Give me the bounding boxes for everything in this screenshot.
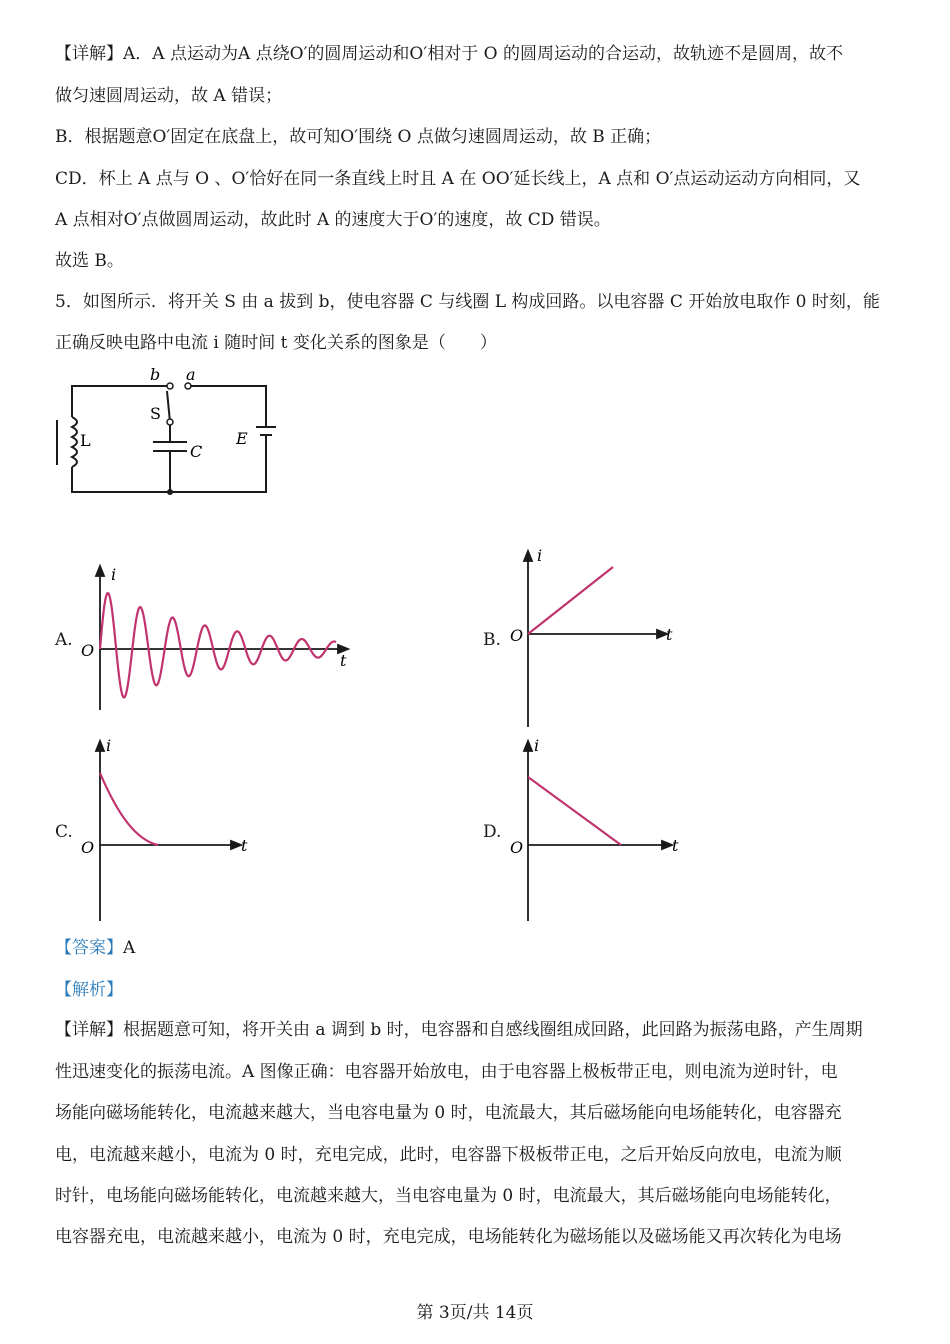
- option-a-current-curve: [100, 593, 336, 697]
- option-c-label: C.: [55, 822, 73, 842]
- prev-detail-line-3: B．根据题意O′固定在底盘上，故可知O′围绕 O 点做匀速圆周运动，故 B 正确；: [55, 127, 662, 147]
- graph-a: [78, 560, 358, 715]
- detail-line-2: 性迅速变化的振荡电流。A 图像正确：电容器开始放电，由于电容器上极板带正电，则电流为逆时针，电: [55, 1062, 838, 1082]
- label-a: a: [186, 365, 196, 384]
- option-c-origin: O: [81, 838, 95, 857]
- label-s: S: [150, 404, 161, 423]
- question-line-2: 正确反映电路中电流 i 随时间 t 变化关系的图象是（ ）: [55, 333, 497, 353]
- answer-line: [55, 936, 135, 960]
- page-footer: 第 3页/共 14页: [416, 1303, 534, 1323]
- option-d-x-label: t: [672, 836, 679, 855]
- option-d-origin: O: [510, 838, 524, 857]
- detail-line-6: 电容器充电，电流越来越小，电流为 0 时，充电完成，电场能转化为磁场能以及磁场能又再次转化为电场: [55, 1227, 842, 1247]
- label-c: C: [190, 442, 203, 461]
- option-b-y-label: i: [537, 546, 543, 565]
- circuit-diagram: [50, 362, 290, 502]
- detail-line-4: 电，电流越来越小，电流为 0 时，充电完成，此时，电容器下极板带正电，之后开始反向放电，电流为顺: [55, 1145, 842, 1165]
- option-b-origin: O: [510, 626, 524, 645]
- prev-detail-line-1: 【详解】A．A 点运动为A 点绕O′的圆周运动和O′相对于 O 的圆周运动的合运动，故轨迹不是圆周，故不: [55, 44, 843, 64]
- switch-pivot: [167, 419, 173, 425]
- switch-blade: [167, 391, 170, 422]
- graph-d: [506, 735, 686, 923]
- option-a-x-label: t: [340, 651, 347, 670]
- option-a-y-label: i: [111, 565, 117, 584]
- prev-detail-line-2: 做匀速圆周运动，故 A 错误；: [55, 86, 283, 106]
- analysis-tag: 【解析】: [55, 980, 123, 1000]
- option-a-label: A.: [55, 630, 73, 650]
- detail-line-3: 场能向磁场能转化，电流越来越大，当电容电量为 0 时，电流最大，其后磁场能向电场能转化，电容器充: [55, 1103, 842, 1123]
- junction-dot: [167, 489, 173, 495]
- answer-tag: 【答案】: [55, 938, 123, 958]
- option-a-origin: O: [81, 641, 95, 660]
- option-c-x-label: t: [241, 836, 248, 855]
- graph-c: [78, 735, 253, 923]
- option-c-current-curve: [100, 773, 158, 845]
- prev-detail-line-6: 故选 B。: [55, 251, 124, 271]
- inductor-coil: [72, 417, 77, 467]
- detail-line-1: 【详解】根据题意可知，将开关由 a 调到 b 时，电容器和自感线圈组成回路，此回路为振荡电路，产生周期: [55, 1020, 863, 1040]
- option-d-y-label: i: [534, 736, 540, 755]
- answer-value: A: [123, 938, 136, 958]
- option-b-label: B.: [483, 630, 501, 650]
- detail-line-5: 时针，电场能向磁场能转化，电流越来越大，当电容电量为 0 时，电流最大，其后磁场能向电场能转化，: [55, 1186, 842, 1206]
- label-b: b: [150, 365, 161, 384]
- option-c-y-label: i: [106, 736, 112, 755]
- terminal-b: [167, 383, 173, 389]
- option-b-current-line: [528, 567, 613, 634]
- prev-detail-line-5: A 点相对O′点做圆周运动，故此时 A 的速度大于O′的速度，故 CD 错误。: [55, 210, 611, 230]
- option-d-current-line: [528, 777, 621, 845]
- option-d-label: D.: [483, 822, 502, 842]
- question-line-1: 5．如图所示．将开关 S 由 a 拔到 b，使电容器 C 与线圈 L 构成回路。以电容器 C 开始放电取作 0 时刻，能: [55, 292, 880, 312]
- graph-b: [506, 545, 681, 730]
- prev-detail-line-4: CD．杯上 A 点与 O 、O′恰好在同一条直线上时且 A 在 OO′延长线上，A 点和 O′点运动运动方向相同，又: [55, 169, 861, 189]
- option-b-x-label: t: [666, 625, 673, 644]
- label-l: L: [80, 431, 91, 450]
- label-e: E: [236, 429, 248, 448]
